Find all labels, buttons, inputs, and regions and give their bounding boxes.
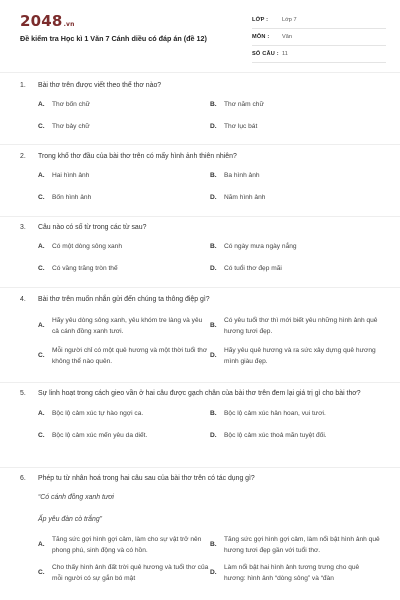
option-letter: C. — [38, 194, 45, 201]
site-logo[interactable] — [20, 14, 75, 32]
option-letter: D. — [210, 194, 217, 201]
option-text: Làm nổi bật hai hình ảnh tương trưng cho quê hương: hình ảnh “dòng sông” và “đàn — [224, 564, 360, 582]
option-d[interactable] — [210, 345, 382, 367]
meta-value: 11 — [282, 51, 288, 57]
option-text: Bộc lộ cảm xúc tự hào ngợi ca. — [52, 410, 144, 417]
option-letter: C. — [38, 265, 45, 272]
option-letter: B. — [210, 101, 217, 108]
meta-value: Lớp 7 — [282, 17, 297, 23]
meta-label: MÔN : — [252, 34, 270, 40]
option-a[interactable] — [38, 315, 210, 337]
option-text: Có một dòng sông xanh — [52, 243, 123, 250]
option-b[interactable] — [210, 100, 382, 110]
options-grid — [20, 171, 382, 203]
question-text: Sự linh hoạt trong cách gieo vần ở hai câu được gạch chân của bài thơ trên đem lại giá trị gì cho bài thơ? — [38, 390, 361, 397]
question-number: 6. — [20, 475, 26, 482]
option-letter: A. — [38, 410, 45, 417]
option-text: Ba hình ảnh — [224, 172, 260, 179]
option-text: Thơ bốn chữ — [52, 101, 91, 108]
option-text: Có vầng trăng tròn thế — [52, 265, 118, 272]
option-d[interactable] — [210, 264, 382, 274]
option-letter: D. — [210, 265, 217, 272]
option-letter: A. — [38, 243, 45, 250]
question-text: Câu nào có số từ trong các từ sau? — [38, 224, 147, 231]
question-stem — [20, 388, 382, 400]
option-a[interactable] — [38, 409, 210, 419]
option-d[interactable] — [210, 193, 382, 203]
page-header — [0, 0, 400, 73]
meta-row-question-count — [252, 46, 386, 63]
option-text: Bộc lộ cảm xúc hân hoan, vui tươi. — [224, 410, 326, 417]
question-number: 5. — [20, 390, 26, 397]
question-6 — [20, 473, 382, 584]
question-stem — [20, 473, 382, 485]
options-grid — [20, 100, 382, 132]
question-stem — [20, 80, 382, 92]
question-text: Phép tu từ nhân hoá trong hai câu sau của bài thơ trên có tác dụng gì? — [38, 475, 255, 482]
meta-value: Văn — [282, 34, 292, 40]
question-number: 4. — [20, 296, 26, 303]
options-grid — [20, 534, 382, 584]
meta-label: SỐ CÂU : — [252, 51, 279, 57]
question-4 — [20, 294, 382, 367]
question-text: Bài thơ trên được viết theo thể thơ nào? — [38, 82, 162, 89]
option-b[interactable] — [210, 409, 382, 419]
question-stem — [20, 294, 382, 306]
option-text: Thơ bảy chữ — [52, 123, 90, 130]
option-text: Tăng sức gợi hình gợi cảm, làm cho sự vật trở nên phong phú, sinh động và có hồn. — [52, 536, 202, 554]
question-stem — [20, 151, 382, 163]
option-letter: B. — [210, 410, 217, 417]
question-number: 1. — [20, 82, 26, 89]
question-3 — [20, 222, 382, 274]
question-5 — [20, 388, 382, 441]
option-text: Hai hình ảnh — [52, 172, 90, 179]
question-divider — [0, 467, 400, 468]
question-number: 2. — [20, 153, 26, 160]
option-text: Tăng sức gợi hình gợi cảm, làm nổi bật hình ảnh quê hương tươi đẹp gần với tuổi thơ. — [224, 536, 380, 554]
option-c[interactable] — [38, 345, 210, 367]
option-letter: B. — [210, 541, 217, 548]
option-letter: B. — [210, 172, 217, 179]
question-divider — [0, 144, 400, 145]
option-letter: A. — [38, 322, 45, 329]
option-a[interactable] — [38, 100, 210, 110]
option-letter: A. — [38, 541, 45, 548]
question-divider — [0, 216, 400, 217]
meta-label: LỚP : — [252, 17, 269, 23]
question-divider — [0, 382, 400, 383]
option-c[interactable] — [38, 431, 210, 441]
options-grid — [20, 315, 382, 367]
option-letter: C. — [38, 123, 45, 130]
logo-suffix-text: .vn — [63, 21, 75, 28]
options-grid — [20, 242, 382, 274]
quoted-verse-line: Ấp yêu đàn cò trắng” — [38, 516, 102, 523]
option-letter: D. — [210, 352, 217, 359]
option-b[interactable] — [210, 534, 382, 556]
option-letter: C. — [38, 352, 45, 359]
question-1 — [20, 80, 382, 132]
option-d[interactable] — [210, 431, 382, 441]
options-grid — [20, 409, 382, 441]
option-text: Thơ lục bát — [224, 123, 258, 130]
option-text: Mỗi người chỉ có một quê hương và một thời tuổi thơ không thể nào quên. — [52, 347, 208, 365]
option-letter: B. — [210, 322, 217, 329]
option-text: Bốn hình ảnh — [52, 194, 92, 201]
option-a[interactable] — [38, 171, 210, 181]
option-c[interactable] — [38, 264, 210, 274]
option-c[interactable] — [38, 122, 210, 132]
option-b[interactable] — [210, 242, 382, 252]
question-number: 3. — [20, 224, 26, 231]
document-title: Đề kiểm tra Học kì 1 Văn 7 Cánh diều có đáp án (đề 12) — [20, 34, 207, 43]
meta-row-subject — [252, 29, 386, 46]
option-letter: A. — [38, 101, 45, 108]
question-2 — [20, 151, 382, 203]
option-text: Có tuổi thơ đẹp mãi — [224, 265, 282, 272]
option-text: Thơ năm chữ — [224, 101, 264, 108]
logo-main-text: 2048 — [20, 12, 63, 30]
question-text: Trong khổ thơ đầu của bài thơ trên có mấy hình ảnh thiên nhiên? — [38, 153, 237, 160]
option-text: Bộc lộ cảm xúc mến yêu da diết. — [52, 432, 148, 439]
option-letter: B. — [210, 243, 217, 250]
option-text: Hãy yêu quê hương và ra sức xây dựng quê hương mình giàu đẹp. — [224, 347, 376, 365]
option-text: Hãy yêu dòng sông xanh, yêu khóm tre làng và yêu cả cánh đồng xanh tươi. — [52, 317, 203, 335]
option-a[interactable] — [38, 242, 210, 252]
option-letter: D. — [210, 432, 217, 439]
option-d[interactable] — [210, 122, 382, 132]
question-text: Bài thơ trên muốn nhắn gửi đến chúng ta thông điệp gì? — [38, 296, 210, 303]
document-meta-table — [252, 12, 386, 63]
option-text: Năm hình ảnh — [224, 194, 266, 201]
option-letter: C. — [38, 569, 45, 576]
option-letter: C. — [38, 432, 45, 439]
option-b[interactable] — [210, 171, 382, 181]
option-text: Cho thấy hình ảnh đất trời quê hương và tuổi thơ của mỗi người có sự gắn bó mật — [52, 564, 209, 582]
option-text: Bộc lộ cảm xúc thoả mãn tuyệt đối. — [224, 432, 327, 439]
option-letter: A. — [38, 172, 45, 179]
option-a[interactable] — [38, 534, 210, 556]
option-c[interactable] — [38, 193, 210, 203]
option-d[interactable] — [210, 562, 382, 584]
option-letter: D. — [210, 123, 217, 130]
option-text: Có ngày mưa ngày nắng — [224, 243, 297, 250]
quoted-verse-line: “Có cánh đồng xanh tươi — [38, 494, 114, 501]
meta-row-class — [252, 12, 386, 29]
question-stem — [20, 222, 382, 234]
option-letter: D. — [210, 569, 217, 576]
option-text: Có yêu tuổi thơ thì mới biết yêu những hình ảnh quê hương tươi đẹp. — [224, 317, 378, 335]
question-divider — [0, 287, 400, 288]
option-b[interactable] — [210, 315, 382, 337]
option-c[interactable] — [38, 562, 210, 584]
